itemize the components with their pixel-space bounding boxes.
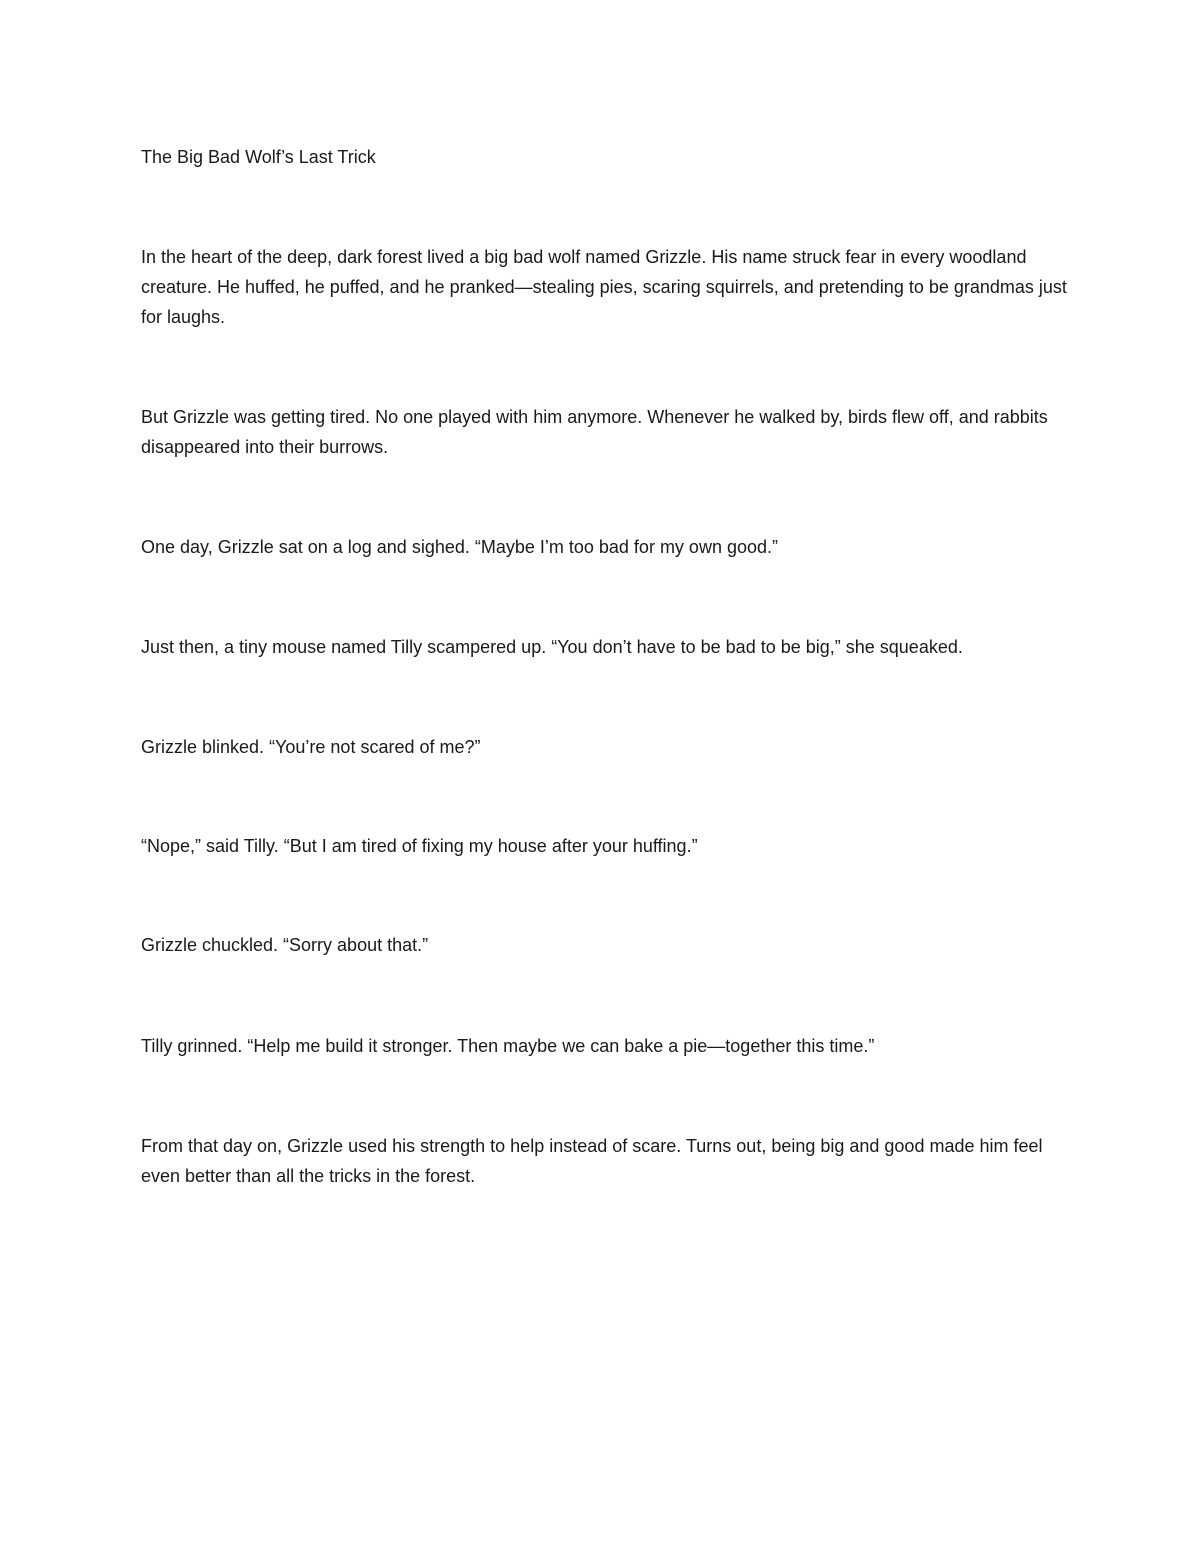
document-title: The Big Bad Wolf’s Last Trick: [141, 147, 376, 167]
paragraph-3: One day, Grizzle sat on a log and sighed. “Maybe I’m too bad for my own good.”: [141, 537, 778, 557]
paragraph-4: Just then, a tiny mouse named Tilly scampered up. “You don’t have to be bad to be big,” she squeaked.: [141, 637, 963, 657]
paragraph-6: “Nope,” said Tilly. “But I am tired of fixing my house after your huffing.”: [141, 836, 698, 856]
paragraph-8: Tilly grinned. “Help me build it stronger. Then maybe we can bake a pie—together this time.”: [141, 1036, 875, 1056]
paragraph-9: From that day on, Grizzle used his strength to help instead of scare. Turns out, being big and good made him feel even better than all the tricks in the forest.: [141, 1136, 1043, 1186]
paragraph-7: Grizzle chuckled. “Sorry about that.”: [141, 935, 429, 955]
paragraph-5: Grizzle blinked. “You’re not scared of me?”: [141, 737, 481, 757]
paragraph-1: In the heart of the deep, dark forest lived a big bad wolf named Grizzle. His name struck fear in every woodland creature. He huffed, he puffed, and he pranked—stealing pies, scaring squirrels, and pretending to be grandmas just for laughs.: [141, 247, 1067, 327]
paragraph-2: But Grizzle was getting tired. No one played with him anymore. Whenever he walked by, birds flew off, and rabbits disappeared into their burrows.: [141, 407, 1048, 457]
